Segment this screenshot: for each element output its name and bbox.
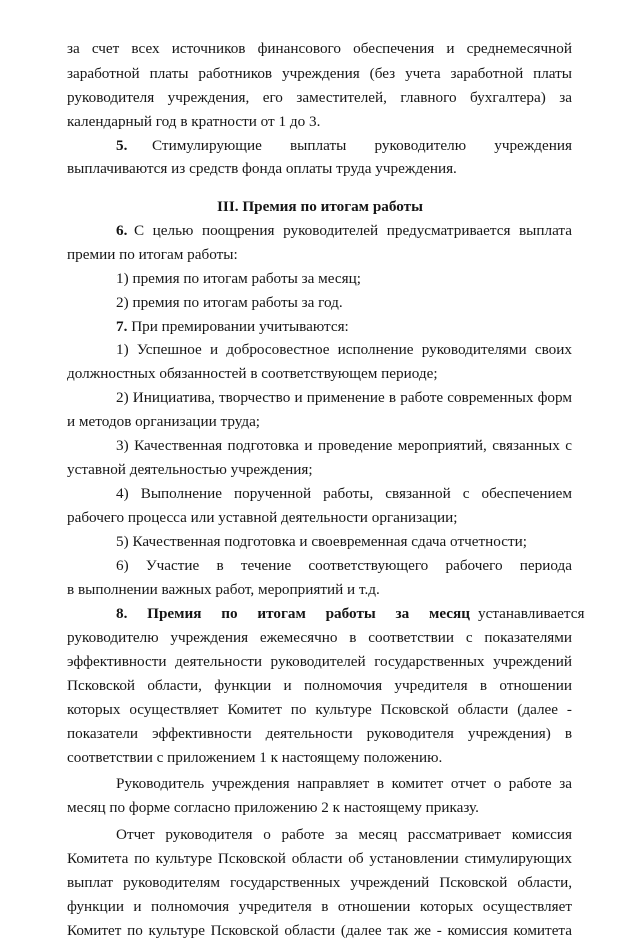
text-line: выплачиваются из средств фонда оплаты труда учреждения.: [67, 160, 457, 177]
text-line: за счет всех источников финансового обеспечения и среднемесячной: [67, 40, 572, 57]
text-line: и методов организации труда;: [67, 413, 261, 430]
text-line: Псковской области, функции и полномочия учредителя в отношении: [67, 677, 572, 694]
list-item: 6) Участие в течение соответствующего рабочего периода: [116, 557, 572, 574]
text-line: заработной платы работников учреждения (без учета заработной платы: [67, 65, 572, 82]
text-line: в выполнении важных работ, мероприятий и т.д.: [67, 581, 380, 598]
text-line: Комитета по культуре Псковской области об установлении стимулирующих: [67, 850, 572, 867]
list-item: 5) Качественная подготовка и своевременная сдача отчетности;: [116, 533, 527, 550]
text-line: премии по итогам работы:: [67, 246, 238, 263]
text-line: уставной деятельностью учреждения;: [67, 461, 313, 478]
list-item: 4) Выполнение порученной работы, связанной с обеспечением: [116, 485, 572, 502]
paragraph-number: 8. Премия по итогам работы за месяц: [116, 605, 470, 622]
paragraph-number: 6.: [116, 222, 128, 239]
list-item: 1) Успешное и добросовестное исполнение руководителями своих: [116, 341, 572, 358]
section-heading: III. Премия по итогам работы: [217, 198, 423, 215]
text-line: эффективности деятельности руководителей государственных учреждений: [67, 653, 572, 670]
text-line: функции и полномочия учредителя в отношении которых осуществляет: [67, 898, 572, 915]
text-line: руководителя учреждения, его заместителей, главного бухгалтера) за: [67, 89, 572, 106]
text-line: месяц по форме согласно приложению 2 к настоящему приказу.: [67, 799, 479, 816]
text-line: руководителю учреждения ежемесячно в соответствии с показателями: [67, 629, 572, 646]
text-line: Комитет по культуре Псковской области (далее так же - комиссия комитета: [67, 922, 572, 939]
paragraph-number: 5.: [116, 137, 128, 154]
list-item: 2) Инициатива, творчество и применение в работе современных форм: [116, 389, 572, 406]
text-line: выплат руководителям государственных учреждений Псковской области,: [67, 874, 572, 891]
text-line: должностных обязанностей в соответствующем периоде;: [67, 365, 438, 382]
text-line: календарный год в кратности от 1 до 3.: [67, 113, 321, 130]
text-line: которых осуществляет Комитет по культуре Псковской области (далее -: [67, 701, 572, 718]
text-line: Отчет руководителя о работе за месяц рассматривает комиссия: [116, 826, 572, 843]
text-line: соответствии с приложением 1 к настоящему положению.: [67, 749, 443, 766]
text-line: Стимулирующие выплаты руководителю учреждения: [152, 137, 572, 154]
paragraph-number: 7. При премировании учитываются:: [116, 318, 349, 335]
list-item: 3) Качественная подготовка и проведение мероприятий, связанных с: [116, 437, 572, 454]
list-item: 2) премия по итогам работы за год.: [116, 294, 343, 311]
text-line: рабочего процесса или уставной деятельности организации;: [67, 509, 458, 526]
text-line: устанавливается: [478, 605, 585, 622]
list-item: 1) премия по итогам работы за месяц;: [116, 270, 361, 287]
text-line: Руководитель учреждения направляет в комитет отчет о работе за: [116, 775, 572, 792]
text-line: С целью поощрения руководителей предусматривается выплата: [134, 222, 572, 239]
text-line: показатели эффективности деятельности руководителя учреждения) в: [67, 725, 572, 742]
